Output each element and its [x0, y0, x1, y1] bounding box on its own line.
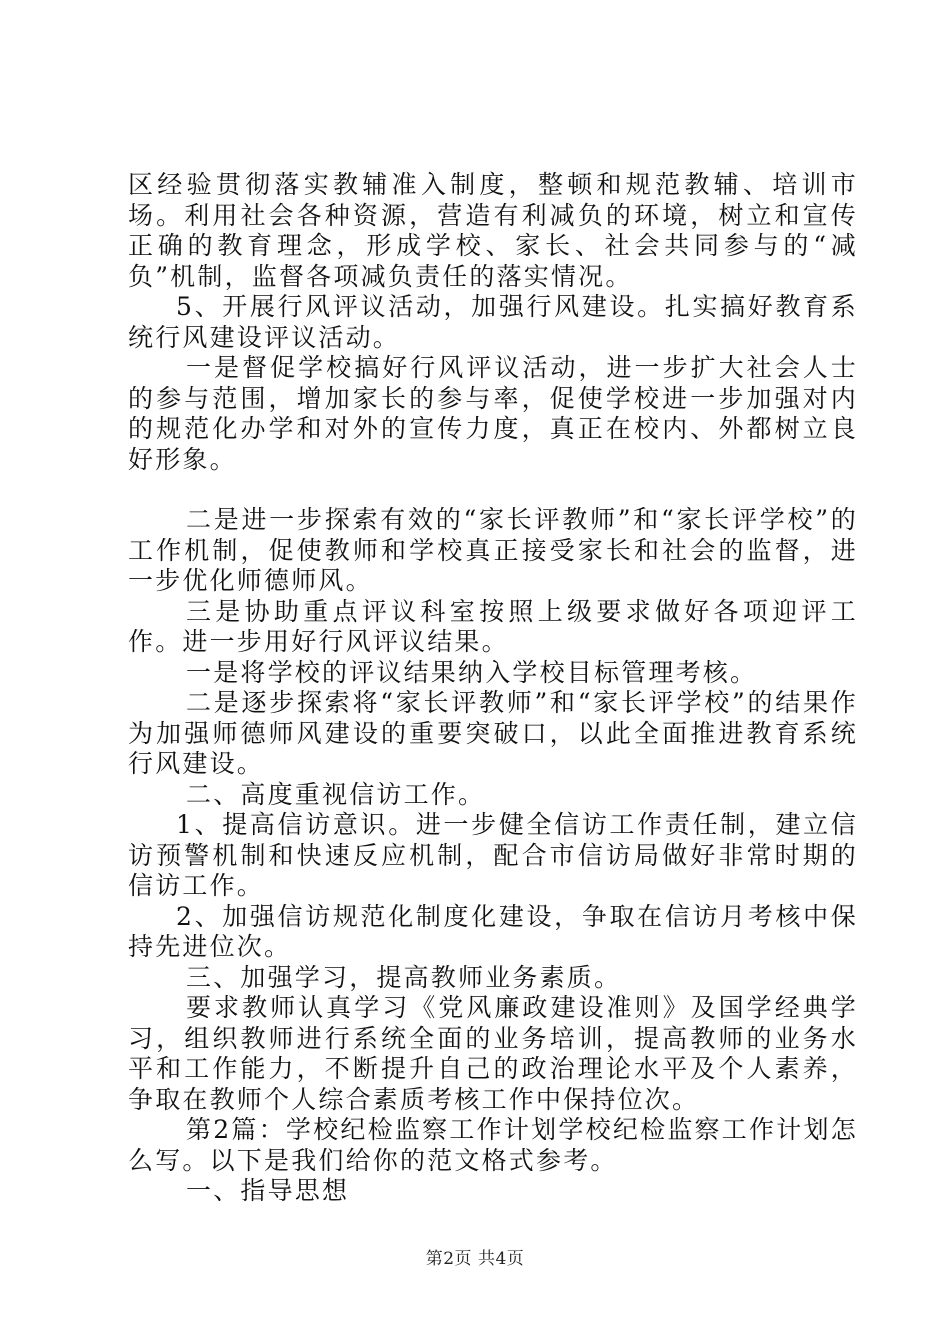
- paragraph-study-requirements: 要求教师认真学习《党风廉政建设准则》及国学经典学习，组织教师进行系统全面的业务培训，提高教师的业务水平和工作能力，不断提升自己的政治理论水平及个人素养，争取在教师个人综合素质考核工作中保持位次。: [128, 993, 858, 1114]
- section-heading-petition: 二、高度重视信访工作。: [186, 779, 486, 809]
- section-heading-study: 三、加强学习，提高教师业务素质。: [186, 962, 622, 992]
- paragraph-burden-reduction: 区经验贯彻落实教辅准入制度，整顿和规范教辅、培训市场。利用社会各种资源，营造有利减负的环境，树立和宣传正确的教育理念，形成学校、家长、社会共同参与的“减负”机制，监督各项减负责任的落实情况。: [128, 170, 858, 291]
- paragraph-petition-2: 2、加强信访规范化制度化建设，争取在信访月考核中保持先进位次。: [128, 901, 858, 961]
- paragraph-second-point: 二是进一步探索有效的“家长评教师”和“家长评学校”的工作机制，促使教师和学校真正接受家长和社会的监督，进一步优化师德师风。: [128, 505, 858, 595]
- document-body: [128, 170, 858, 1207]
- paragraph-article-2-intro: 第2篇：学校纪检监察工作计划学校纪检监察工作计划怎么写。以下是我们给你的范文格式参考。: [128, 1115, 858, 1175]
- paragraph-first-point: 一是督促学校搞好行风评议活动，进一步扩大社会人士的参与范围，增加家长的参与率，促使学校进一步加强对内的规范化办学和对外的宣传力度，真正在校内、外都树立良好形象。: [128, 353, 858, 474]
- paragraph-first-measure: 一是将学校的评议结果纳入学校目标管理考核。: [186, 657, 758, 687]
- paragraph-gap: [128, 475, 858, 505]
- paragraph-third-point: 三是协助重点评议科室按照上级要求做好各项迎评工作。进一步用好行风评议结果。: [128, 596, 858, 656]
- section-heading-guiding-thought: 一、指导思想: [186, 1176, 350, 1205]
- paragraph-item-5: 5、开展行风评议活动，加强行风建设。扎实搞好教育系统行风建设评议活动。: [128, 292, 858, 352]
- paragraph-second-measure: 二是逐步探索将“家长评教师”和“家长评学校”的结果作为加强师德师风建设的重要突破口，以此全面推进教育系统行风建设。: [128, 688, 858, 778]
- page-number-footer: 第2页 共4页: [425, 1249, 525, 1269]
- paragraph-petition-1: 1、提高信访意识。进一步健全信访工作责任制，建立信访预警机制和快速反应机制，配合市信访局做好非常时期的信访工作。: [128, 810, 858, 900]
